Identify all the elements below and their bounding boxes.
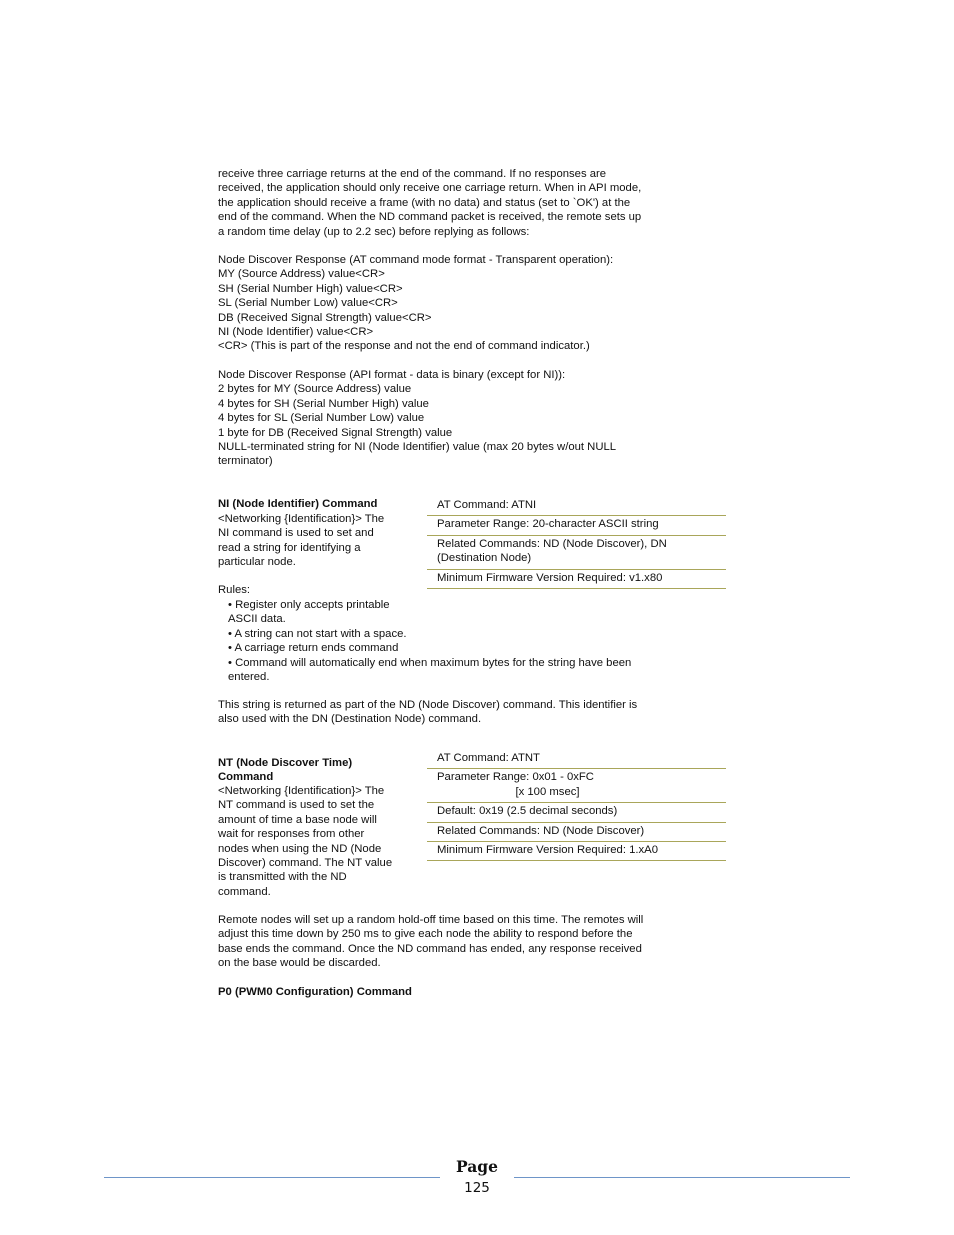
table-row (427, 536, 726, 570)
text-line: 4 bytes for SH (Serial Number High) value (218, 397, 429, 410)
footer-rule-right (514, 1177, 850, 1178)
text-line: the application should receive a frame (with no data) and status (set to `OK') at the (218, 196, 631, 209)
text-line: 4 bytes for SL (Serial Number Low) value (218, 412, 425, 425)
table-cell-line: Minimum Firmware Version Required: v1.x80 (437, 571, 663, 584)
text-line: NULL-terminated string for NI (Node Identifier) value (max 20 bytes w/out NULL (218, 441, 617, 454)
rule-item: • A string can not start with a space. (228, 627, 407, 640)
table-cell-line: AT Command: ATNI (437, 499, 537, 511)
text-line: is transmitted with the ND (218, 871, 347, 884)
text-line: NT command is used to set the (218, 799, 375, 812)
text-line: base ends the command. Once the ND command has ended, any response received (218, 942, 642, 955)
text-line: NI (Node Identifier) value<CR> (218, 326, 374, 339)
text-line: on the base would be discarded. (218, 957, 381, 970)
table-cell-line: AT Command: ATNT (437, 752, 540, 764)
text-line: NI command is used to set and (218, 527, 374, 540)
nt-description (218, 784, 392, 899)
table-row (427, 570, 726, 589)
rule-item: entered. (228, 671, 270, 684)
ni-rules-list (228, 598, 631, 684)
rule-item: • A carriage return ends command (228, 642, 399, 655)
table-cell-line: [x 100 msec] (437, 785, 580, 798)
text-line: This string is returned as part of the ND (Node Discover) command. This identifier is (218, 699, 638, 711)
text-line: end of the command. When the ND command packet is received, the remote sets up (218, 211, 642, 224)
text-line: terminator) (218, 455, 273, 468)
text-line: 1 byte for DB (Received Signal Strength) value (218, 426, 453, 439)
text-line: read a string for identifying a (218, 541, 361, 554)
text-line: wait for responses from other (218, 828, 365, 841)
title-line: Command (218, 771, 274, 784)
table-row (427, 497, 726, 516)
rule-item: ASCII data. (228, 613, 286, 626)
rule-item: • Command will automatically end when maximum bytes for the string have been (228, 656, 632, 669)
table-row (427, 823, 726, 842)
table-cell-line: Minimum Firmware Version Required: 1.xA0 (437, 844, 658, 857)
text-line: DB (Received Signal Strength) value<CR> (218, 311, 432, 324)
ni-after-paragraph (218, 698, 637, 727)
table-row (427, 750, 726, 769)
text-line: nodes when using the ND (Node (218, 842, 382, 855)
nt-parameter-table (427, 750, 726, 861)
text-line: received, the application should only receive one carriage return. When in API mode, (218, 182, 642, 195)
ni-description (218, 512, 384, 570)
intro-paragraph (218, 167, 641, 239)
text-line: command. (218, 885, 271, 898)
text-line: 2 bytes for MY (Source Address) value (218, 383, 412, 396)
ni-command-title: NI (Node Identifier) Command (218, 498, 378, 510)
text-line: Discover) command. The NT value (218, 857, 393, 870)
text-line: receive three carriage returns at the end of the command. If no responses are (218, 168, 607, 180)
text-line: <Networking {Identification}> The (218, 785, 385, 797)
text-line: amount of time a base node will (218, 813, 377, 826)
table-cell-line: Default: 0x19 (2.5 decimal seconds) (437, 805, 618, 818)
ni-parameter-table (427, 497, 726, 589)
footer-page-label: Page (456, 1157, 498, 1176)
text-line: adjust this time down by 250 ms to give each node the ability to respond before the (218, 928, 633, 941)
ni-rules-title: Rules: (218, 584, 251, 596)
p0-command-title: P0 (PWM0 Configuration) Command (218, 986, 412, 998)
table-cell-line: Related Commands: ND (Node Discover), DN (437, 537, 667, 550)
text-line: SL (Serial Number Low) value<CR> (218, 297, 398, 310)
title-line: NT (Node Discover Time) (218, 757, 353, 769)
table-cell-line: Parameter Range: 0x01 - 0xFC (437, 771, 594, 784)
text-line: particular node. (218, 556, 296, 569)
text-line: SH (Serial Number High) value<CR> (218, 282, 403, 295)
table-row (427, 516, 726, 535)
table-row (427, 842, 726, 861)
text-line: a random time delay (up to 2.2 sec) before replying as follows: (218, 225, 530, 238)
text-line: Node Discover Response (API format - data is binary (except for NI)): (218, 369, 566, 381)
table-row (427, 803, 726, 822)
text-line: MY (Source Address) value<CR> (218, 268, 385, 281)
text-line: also used with the DN (Destination Node) command. (218, 713, 482, 726)
nd-transparent-response (218, 253, 613, 354)
table-cell-line: Related Commands: ND (Node Discover) (437, 824, 645, 837)
nd-api-response (218, 368, 616, 469)
nt-after-paragraph (218, 913, 643, 971)
text-line: <Networking {Identification}> The (218, 513, 385, 525)
footer-rule-left (104, 1177, 440, 1178)
text-line: Remote nodes will set up a random hold-off time based on this time. The remotes will (218, 914, 644, 926)
table-cell-line: (Destination Node) (437, 552, 532, 565)
text-line: <CR> (This is part of the response and not the end of command indicator.) (218, 340, 590, 353)
nt-command-title (218, 756, 352, 785)
table-cell-line: Parameter Range: 20-character ASCII string (437, 518, 659, 531)
table-row (427, 769, 726, 803)
text-line: Node Discover Response (AT command mode format - Transparent operation): (218, 254, 614, 266)
rule-item: • Register only accepts printable (228, 599, 390, 611)
footer-page-number: 125 (464, 1180, 490, 1196)
